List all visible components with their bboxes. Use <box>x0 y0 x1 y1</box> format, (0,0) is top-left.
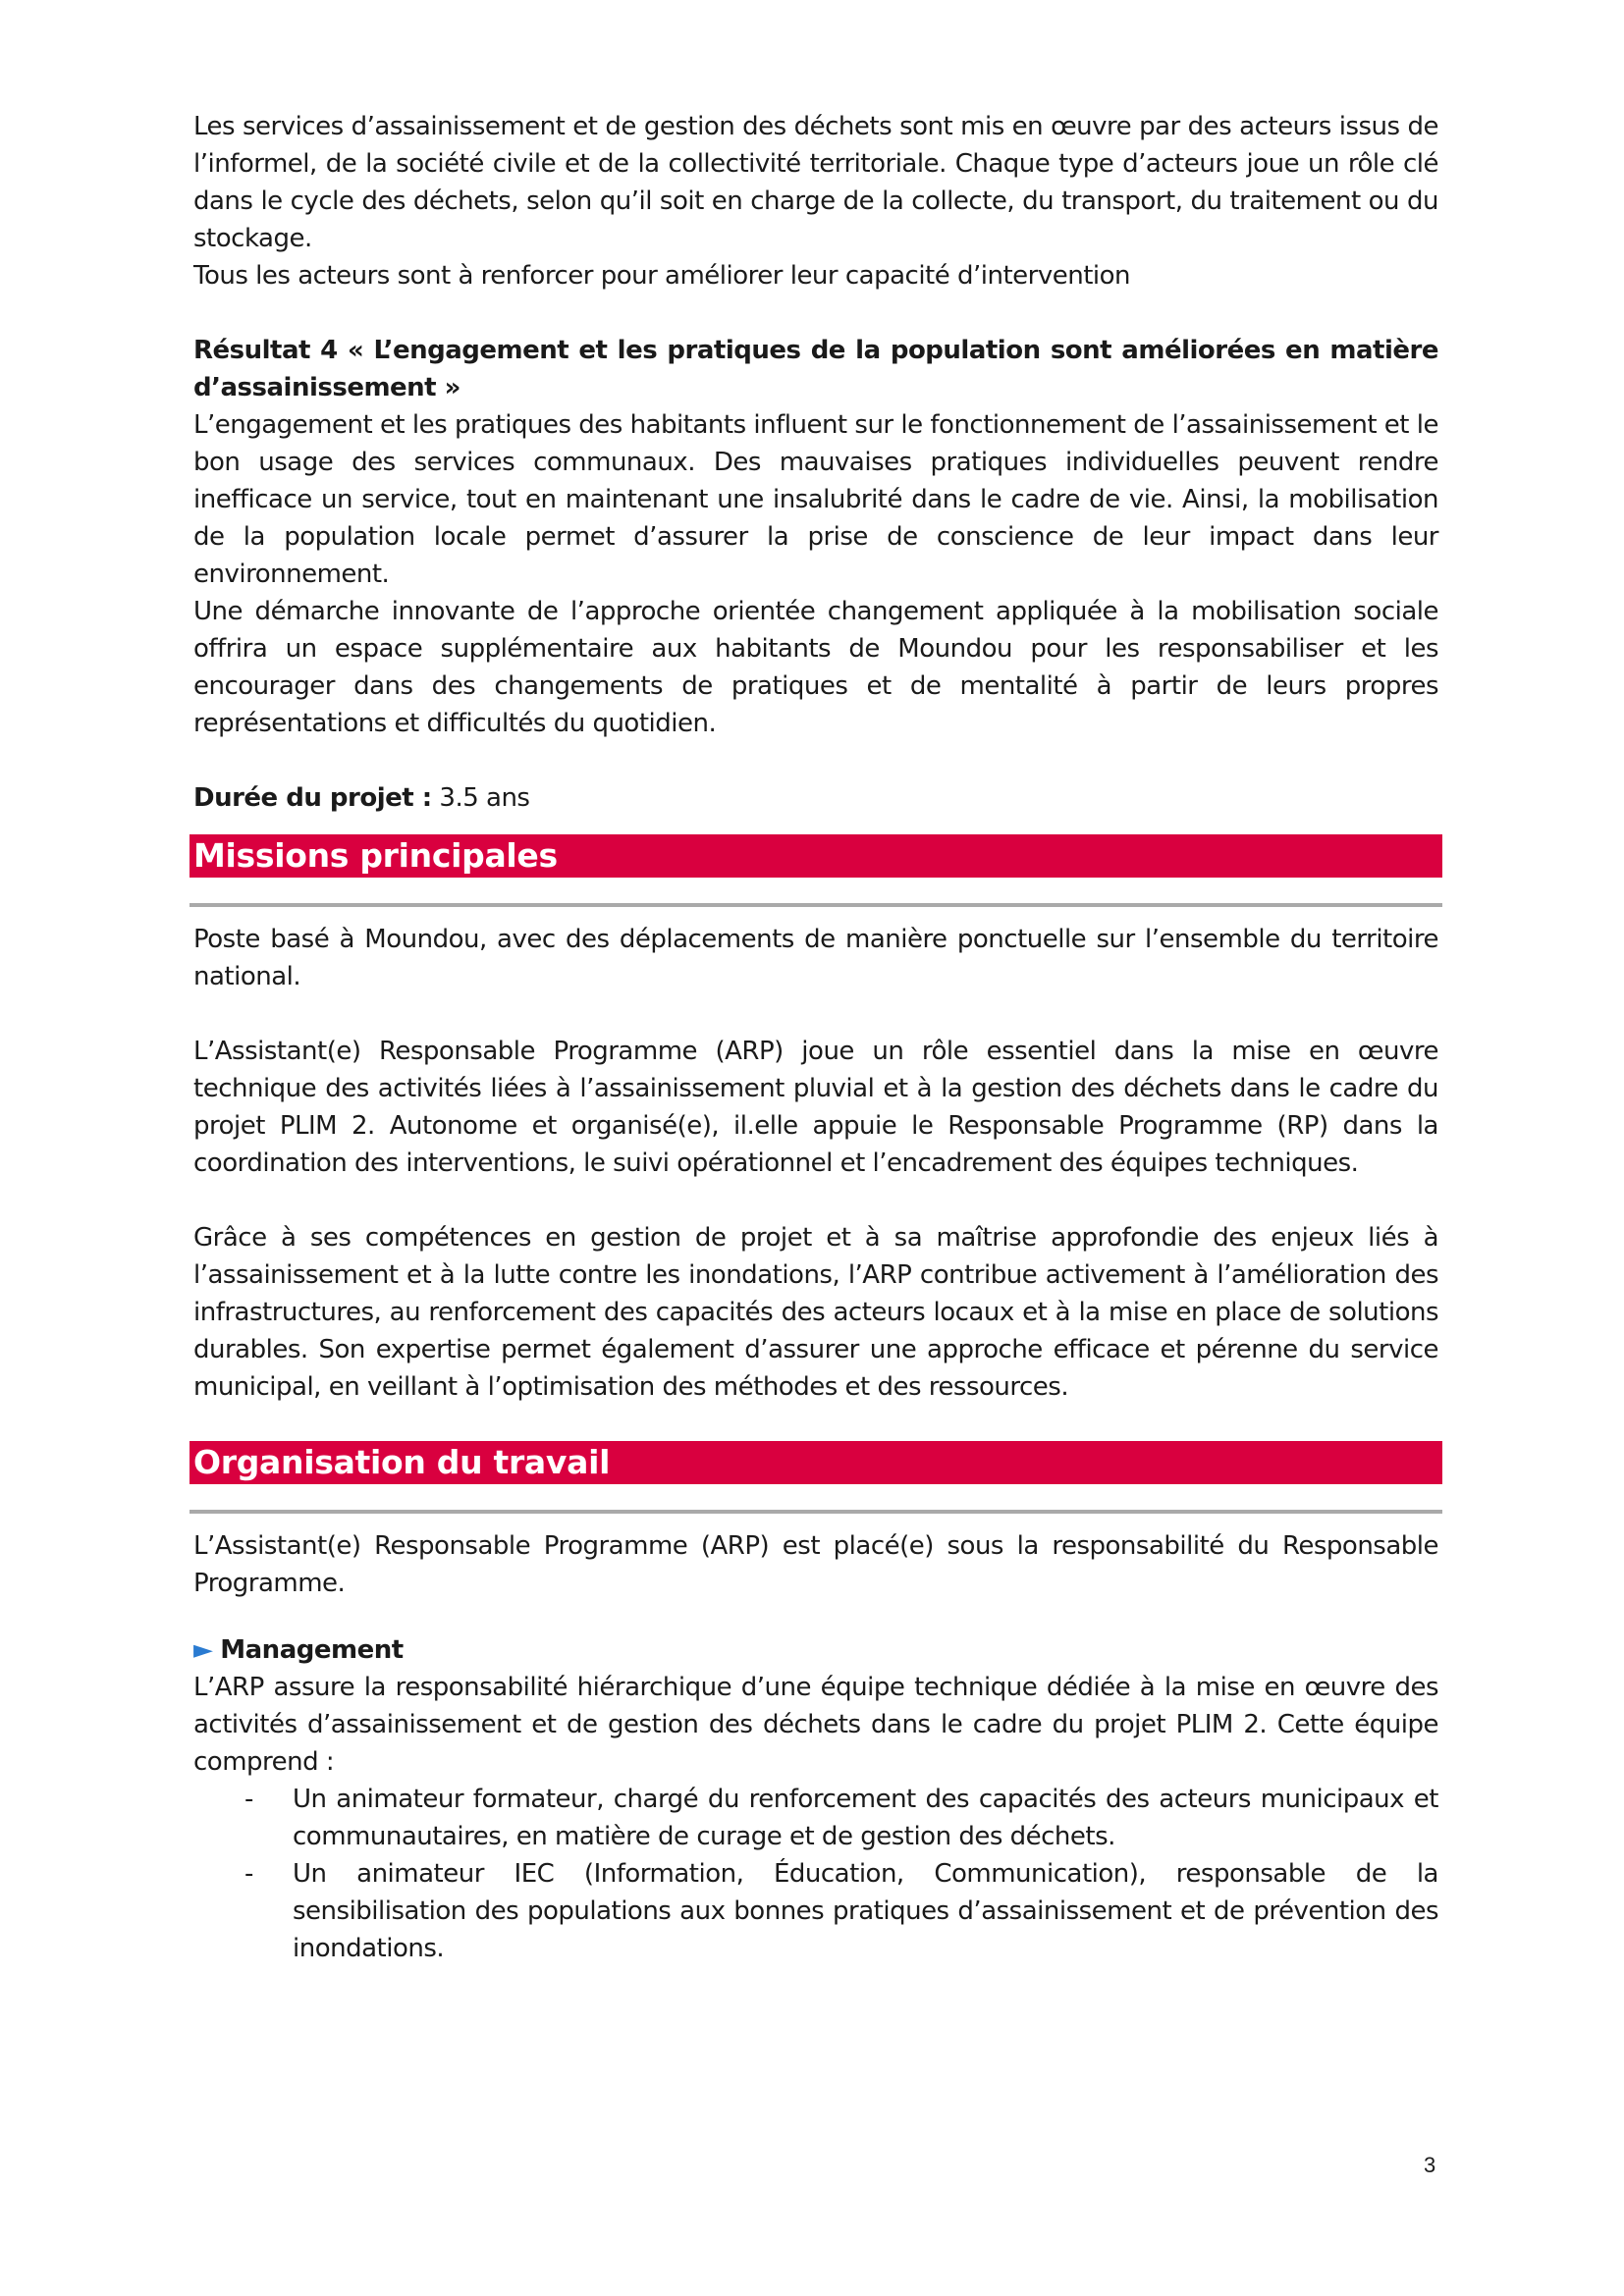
missions-paragraph-3: Grâce à ses compétences en gestion de projet et à sa maîtrise approfondie des enjeux liés à l’assainissement et à la lutte contre les inondations, l’ARP contribue activement à l’amélioration des infrastructures, au renforcement des capacités des acteurs locaux et à la mise en place de solutions durables. Son expertise permet également d’assurer une approche efficace et pérenne du service municipal, en veillant à l’optimisation des méthodes et des ressources. <box>193 1223 1438 1402</box>
resultat-4-paragraph: L’engagement et les pratiques des habitants influent sur le fonctionnement de l’assainissement et le bon usage des services communaux. Des mauvaises pratiques individuelles peuvent rendre inefficace un service, tout en maintenant une insalubrité dans le cadre de vie. Ainsi, la mobilisation de la population locale permet d’assurer la prise de conscience de leur impact dans leur environnement. <box>193 410 1438 589</box>
page-number: 3 <box>1424 2153 1436 2177</box>
dash-bullet: - <box>244 1785 253 1814</box>
arrow-right-icon: ► <box>193 1635 213 1665</box>
project-duration-value: 3.5 ans <box>431 783 530 813</box>
dash-bullet: - <box>244 1859 253 1889</box>
project-duration-label: Durée du projet : <box>193 783 432 813</box>
document-page <box>193 108 1438 1967</box>
resultat-4-paragraph-2: Une démarche innovante de l’approche orientée changement appliquée à la mobilisation sociale offrira un espace supplémentaire aux habitants de Moundou pour les responsabiliser et les encourager dans des changements de pratiques et de mentalité à partir de leurs propres représentations et difficultés du quotidien. <box>193 597 1438 738</box>
management-paragraph: L’ARP assure la responsabilité hiérarchique d’une équipe technique dédiée à la mise en œuvre des activités d’assainissement et de gestion des déchets dans le cadre du projet PLIM 2. Cette équipe comprend : <box>193 1673 1438 1777</box>
intro-paragraph-2: Tous les acteurs sont à renforcer pour améliorer leur capacité d’intervention <box>193 261 1131 291</box>
management-heading <box>193 1631 1438 1669</box>
section-heading-organisation: Organisation du travail <box>189 1441 1442 1484</box>
list-item <box>193 1855 1438 1967</box>
management-title: Management <box>220 1635 404 1665</box>
list-item-text: Un animateur IEC (Information, Éducation, Communication), responsable de la sensibilisation des populations aux bonnes pratiques d’assainissement et de prévention des inondations. <box>293 1859 1438 1963</box>
team-list <box>193 1781 1438 1967</box>
section-divider <box>189 1510 1442 1514</box>
missions-paragraph-2: L’Assistant(e) Responsable Programme (ARP) joue un rôle essentiel dans la mise en œuvre technique des activités liées à l’assainissement pluvial et à la gestion des déchets dans le cadre du projet PLIM 2. Autonome et organisé(e), il.elle appuie le Responsable Programme (RP) dans la coordination des interventions, le suivi opérationnel et l’encadrement des équipes techniques. <box>193 1037 1438 1178</box>
intro-paragraph: Les services d’assainissement et de gestion des déchets sont mis en œuvre par des acteurs issus de l’informel, de la société civile et de la collectivité territoriale. Chaque type d’acteurs joue un rôle clé dans le cycle des déchets, selon qu’il soit en charge de la collecte, du transport, du traitement ou du stockage. <box>193 112 1438 253</box>
project-duration <box>193 779 1438 817</box>
list-item-text: Un animateur formateur, chargé du renforcement des capacités des acteurs municipaux et communautaires, en matière de curage et de gestion des déchets. <box>293 1785 1438 1851</box>
missions-paragraph: Poste basé à Moundou, avec des déplacements de manière ponctuelle sur l’ensemble du territoire national. <box>193 925 1438 991</box>
section-heading-missions: Missions principales <box>189 834 1442 878</box>
organisation-paragraph: L’Assistant(e) Responsable Programme (ARP) est placé(e) sous la responsabilité du Responsable Programme. <box>193 1531 1438 1598</box>
list-item <box>193 1781 1438 1855</box>
resultat-4-title: Résultat 4 « L’engagement et les pratiques de la population sont améliorées en matière d’assainissement » <box>193 336 1438 402</box>
section-divider <box>189 903 1442 907</box>
